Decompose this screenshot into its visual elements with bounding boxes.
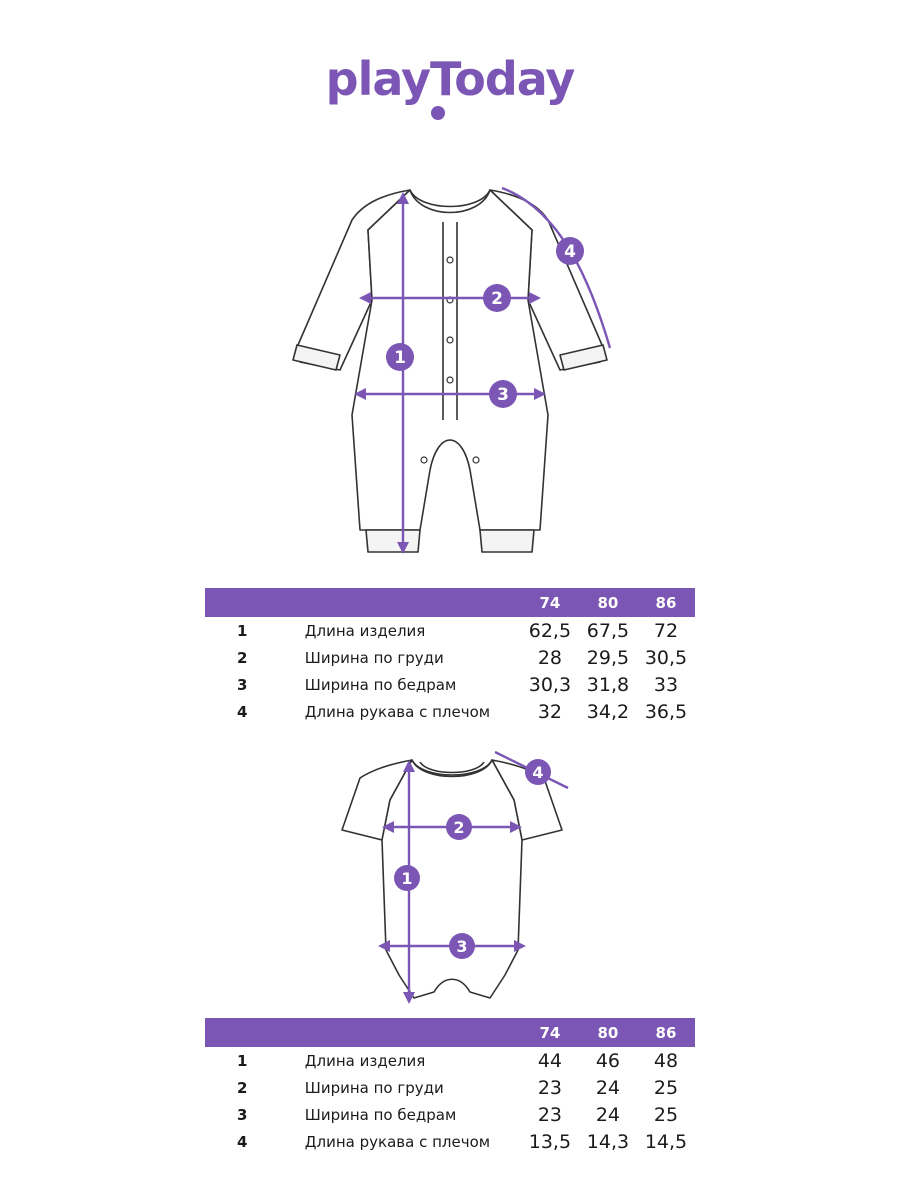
marker-1-label: 1 [394,348,406,368]
table-row: 3 Ширина по бедрам 23 24 25 [237,1103,679,1126]
marker-3-label: 3 [497,385,509,405]
size-86: 86 [637,588,695,617]
brand-name: playToday [325,52,575,106]
table-row: 3 Ширина по бедрам 30,3 31,8 33 [237,673,679,696]
bodysuit-size-table [205,1018,695,1155]
brand-logo [0,52,900,106]
marker-4-label: 4 [564,242,576,262]
logo-dot [431,106,445,120]
table-row: 1 Длина изделия 62,5 67,5 72 [237,619,679,642]
size-80: 80 [579,1018,637,1047]
jumpsuit-svg [0,170,900,570]
size-74: 74 [521,588,579,617]
size-header-row [205,1018,695,1047]
table-row: 4 Длина рукава с плечом 32 34,2 36,5 [237,700,688,723]
jumpsuit-diagram [0,170,900,570]
bodysuit-diagram [0,745,900,1010]
table-row: 2 Ширина по груди 28 29,5 30,5 [237,646,688,669]
table-row: 1 Длина изделия 44 46 48 [237,1049,679,1072]
size-header-row [205,588,695,617]
marker-3-label: 3 [456,937,468,956]
jumpsuit-size-table [205,588,695,725]
bodysuit-svg [0,745,900,1010]
marker-2-label: 2 [491,289,503,309]
marker-2-label: 2 [453,818,465,837]
size-86: 86 [637,1018,695,1047]
table-row: 4 Длина рукава с плечом 13,5 14,3 14,5 [237,1130,688,1153]
table-row: 2 Ширина по груди 23 24 25 [237,1076,679,1099]
size-74: 74 [521,1018,579,1047]
size-80: 80 [579,588,637,617]
marker-4-label: 4 [532,763,544,782]
marker-1-label: 1 [401,869,413,888]
